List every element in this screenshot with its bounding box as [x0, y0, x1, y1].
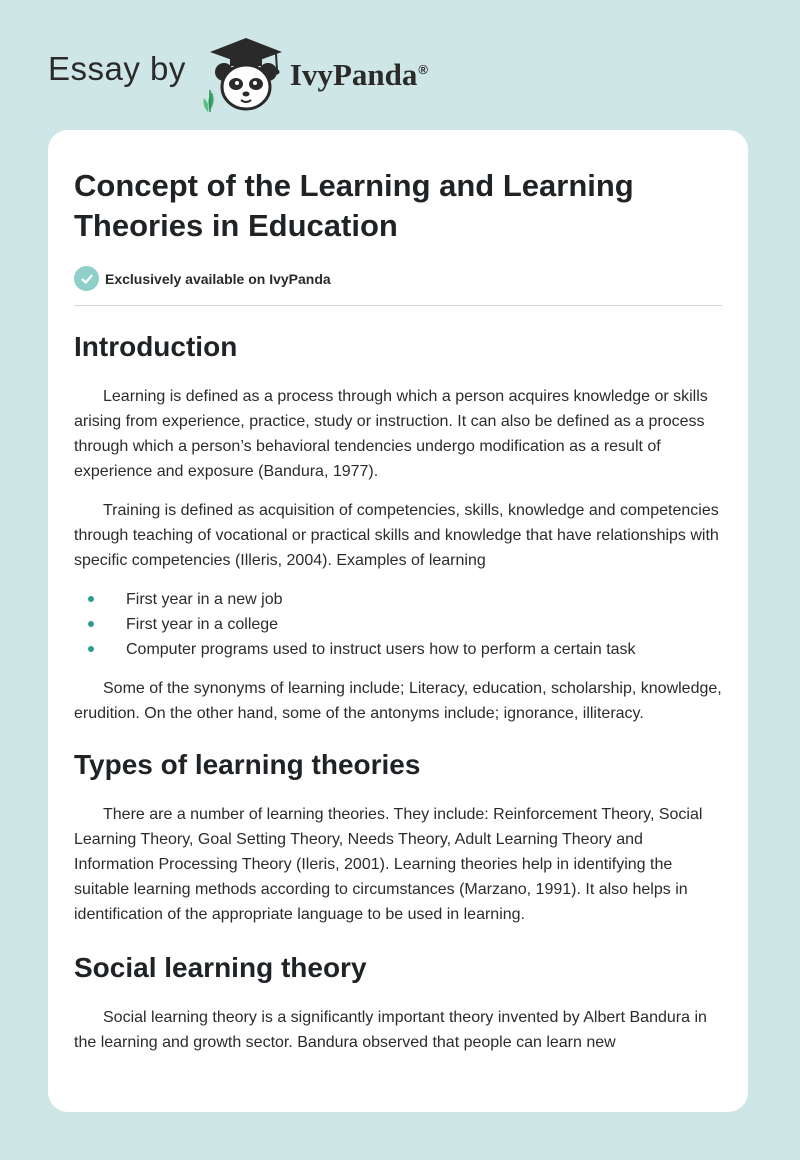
- section-heading-introduction: Introduction: [74, 331, 238, 362]
- brand-header[interactable]: [48, 30, 428, 114]
- brand-name: IvyPanda®: [289, 57, 428, 92]
- list-item: Computer programs used to instruct users how to perform a certain task: [74, 637, 722, 662]
- exclusive-label: Exclusively available on IvyPanda: [105, 270, 331, 287]
- bullet-icon: [88, 621, 94, 627]
- panda-graduate-icon: [200, 30, 286, 114]
- paragraph: Some of the synonyms of learning include; Literacy, education, scholarship, knowledge, erudition. On the other hand, some of the antonyms include; ignorance, illiteracy.: [74, 680, 722, 722]
- paragraph: There are a number of learning theories. They include: Reinforcement Theory, Social Learning Theory, Goal Setting Theory, Needs Theory, Adult Learning Theory and Information Processing Theory (Ileris, 2001). Learning theories help in identifying the suitable learning methods according to circumstances (Marzano, 1991). It also helps in identification of the appropriate language to be used in learning.: [74, 806, 703, 923]
- section-heading-social: Social learning theory: [74, 952, 367, 983]
- paragraph: Learning is defined as a process through which a person acquires knowledge or skills arising from experience, practice, study or instruction. It can also be defined as a process through which a person’s behavioral tendencies undergo modification as a result of experience and exposure (Bandura, 1977).: [74, 388, 708, 480]
- exclusive-badge: [74, 266, 722, 306]
- list-item: First year in a college: [74, 612, 722, 637]
- examples-list: [74, 587, 722, 662]
- list-item: First year in a new job: [74, 587, 722, 612]
- brand-prefix: Essay by: [48, 50, 186, 87]
- essay-card: [48, 130, 748, 1112]
- page-title: Concept of the Learning and Learning Theories in Education: [74, 168, 634, 243]
- section-heading-types: Types of learning theories: [74, 749, 421, 780]
- paragraph: Social learning theory is a significantly important theory invented by Albert Bandura in the learning and growth sector. Bandura observed that people can learn new: [74, 1009, 707, 1051]
- bullet-icon: [88, 646, 94, 652]
- check-icon: [74, 266, 99, 291]
- paragraph: Training is defined as acquisition of competencies, skills, knowledge and competencies through teaching of vocational or practical skills and knowledge that have relationships with specific competencies (Illeris, 2004). Examples of learning: [74, 502, 719, 569]
- bullet-icon: [88, 596, 94, 602]
